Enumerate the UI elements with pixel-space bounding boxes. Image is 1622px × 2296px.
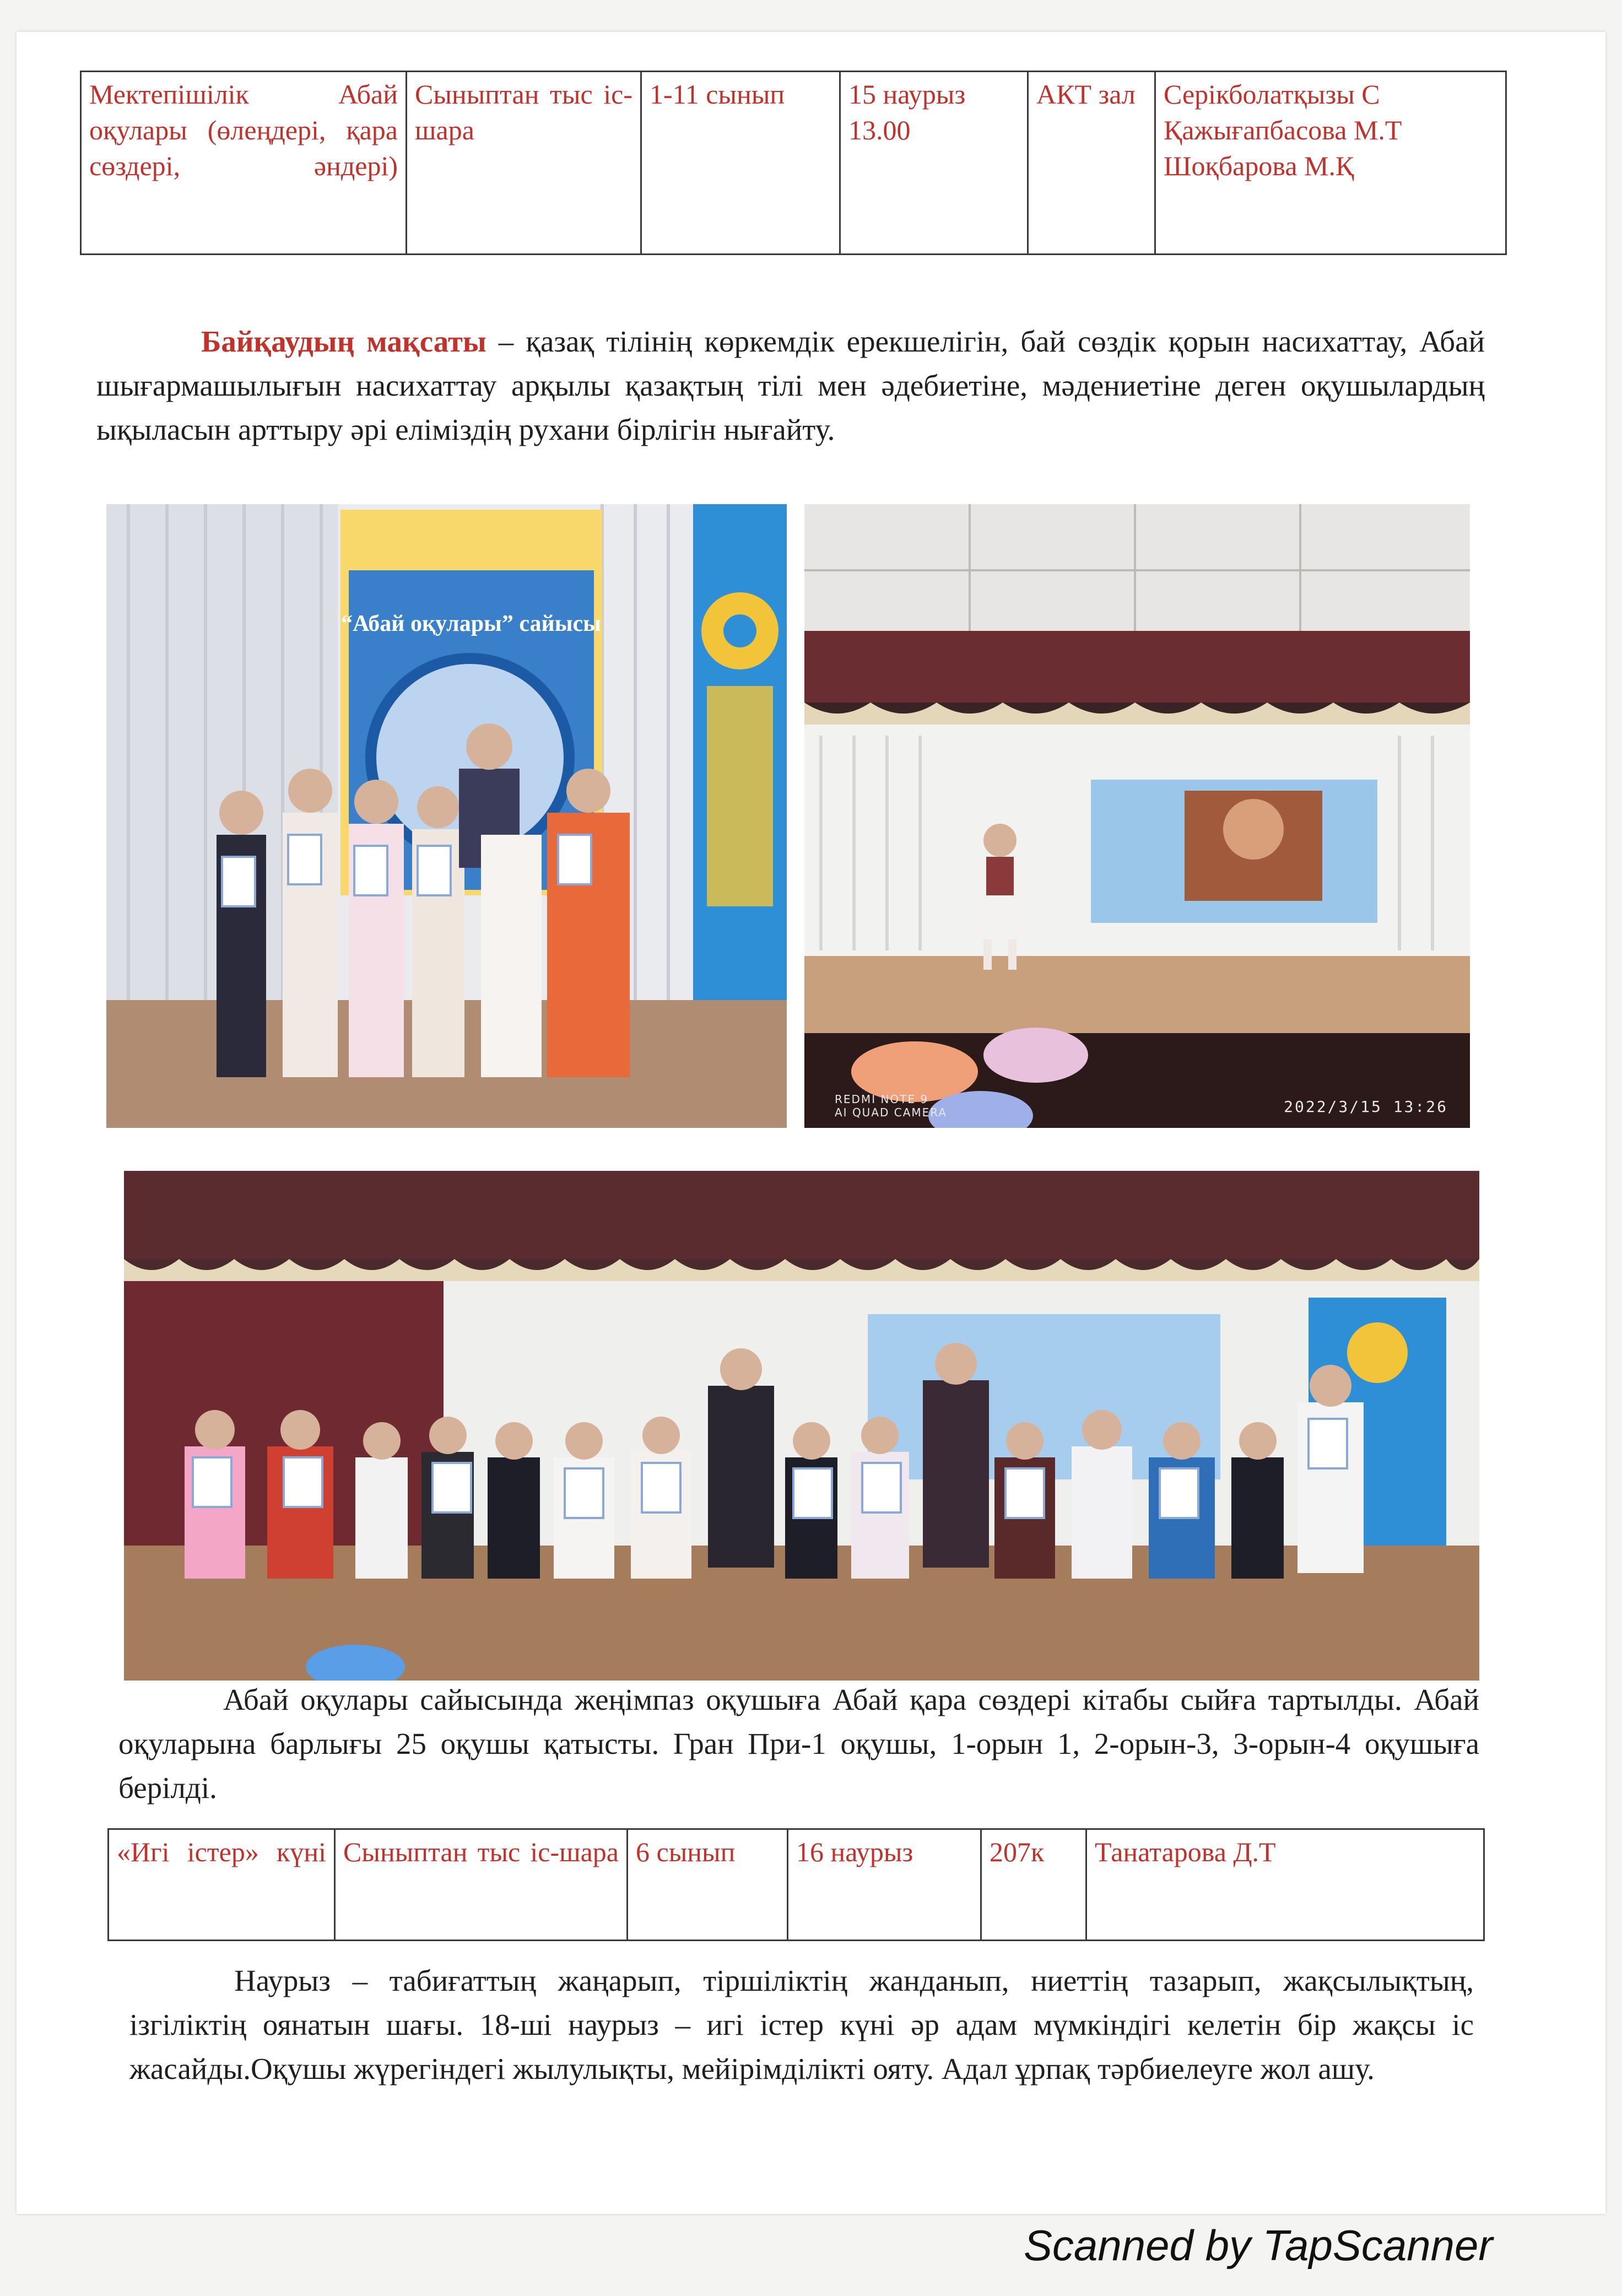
photo1-drawing — [106, 504, 787, 1128]
event-grade-cell: 6 сынып — [628, 1829, 788, 1941]
event-type-cell: Сыныптан тыс іс-шара — [407, 72, 641, 255]
goal-text: – қазақ тілінің көркемдік ерекшелігін, бай сөздік қорын насихаттау, Абай шығармашылығын насихаттау арқылы қазақтың тілі мен әдебиетіне, мәдениетіне деген оқушылардың ықыласын арттыру әрі еліміздің рухани бірлігін нығайту. — [96, 325, 1485, 446]
scanner-watermark: Scanned by TapScanner — [1024, 2221, 1493, 2270]
goal-lead: Байқаудың мақсаты — [201, 325, 486, 358]
photo3-drawing — [124, 1171, 1479, 1681]
nauryz-paragraph — [129, 1959, 1474, 2091]
event-grade-cell: 1-11 сынып — [641, 72, 840, 255]
event-organizer-cell: Серікболатқызы С Қажығапбасова М.Т Шоқбарова М.Қ — [1155, 72, 1506, 255]
event-venue-cell: 207к — [981, 1829, 1086, 1941]
event-name-cell: Мектепішілік Абай оқулары (өлеңдері, қара сөздері, әндері) — [81, 72, 407, 255]
photo1-banner-text: “Абай оқулары” сайысы — [341, 611, 601, 636]
event-venue-cell: АКТ зал — [1028, 72, 1155, 255]
winners-paragraph — [118, 1678, 1479, 1810]
event-name-cell: «Игі істер» күні — [109, 1829, 335, 1941]
table-row — [81, 72, 1506, 255]
table-row — [109, 1829, 1484, 1941]
photo-timestamp: 2022/3/15 13:26 — [1284, 1098, 1448, 1116]
event-organizer-cell: Танатарова Д.Т — [1086, 1829, 1484, 1941]
winners-text: Абай оқулары сайысында жеңімпаз оқушыға Абай қара сөздері кітабы сыйға тартылды. Абай оқуларына барлығы 25 оқушы қатысты. Гран При-1 оқушы, 1-орын 1, 2-орын-3, 3-орын-4 оқушыға берілді. — [118, 1683, 1479, 1805]
photo2-drawing — [804, 504, 1470, 1128]
photo-participants-group — [124, 1171, 1479, 1681]
goal-paragraph — [96, 320, 1485, 452]
photo-performance — [804, 504, 1470, 1128]
nauryz-text: Наурыз – табиғаттың жаңарып, тіршіліктің жанданып, ниеттің тазарып, жақсылықтың, ізгіліктің оянатын шағы. 18-ші наурыз – игі істер күні әр адам мүмкіндігі келетін бір жақсы іс жасайды.Оқушы жүрегіндегі жылулықты, мейірімділікті ояту. Адал ұрпақ тәрбиелеуге жол ашу. — [129, 1964, 1474, 2086]
event-type-cell: Сыныптан тыс іс-шара — [335, 1829, 628, 1941]
photo-award-group — [106, 504, 787, 1128]
event-date-cell: 15 наурыз 13.00 — [840, 72, 1028, 255]
event-table-abai — [80, 71, 1507, 255]
event-date-cell: 16 наурыз — [788, 1829, 981, 1941]
camera-tag: REDMI NOTE 9 AI QUAD CAMERA — [835, 1093, 948, 1119]
event-table-good-deeds — [107, 1828, 1485, 1941]
